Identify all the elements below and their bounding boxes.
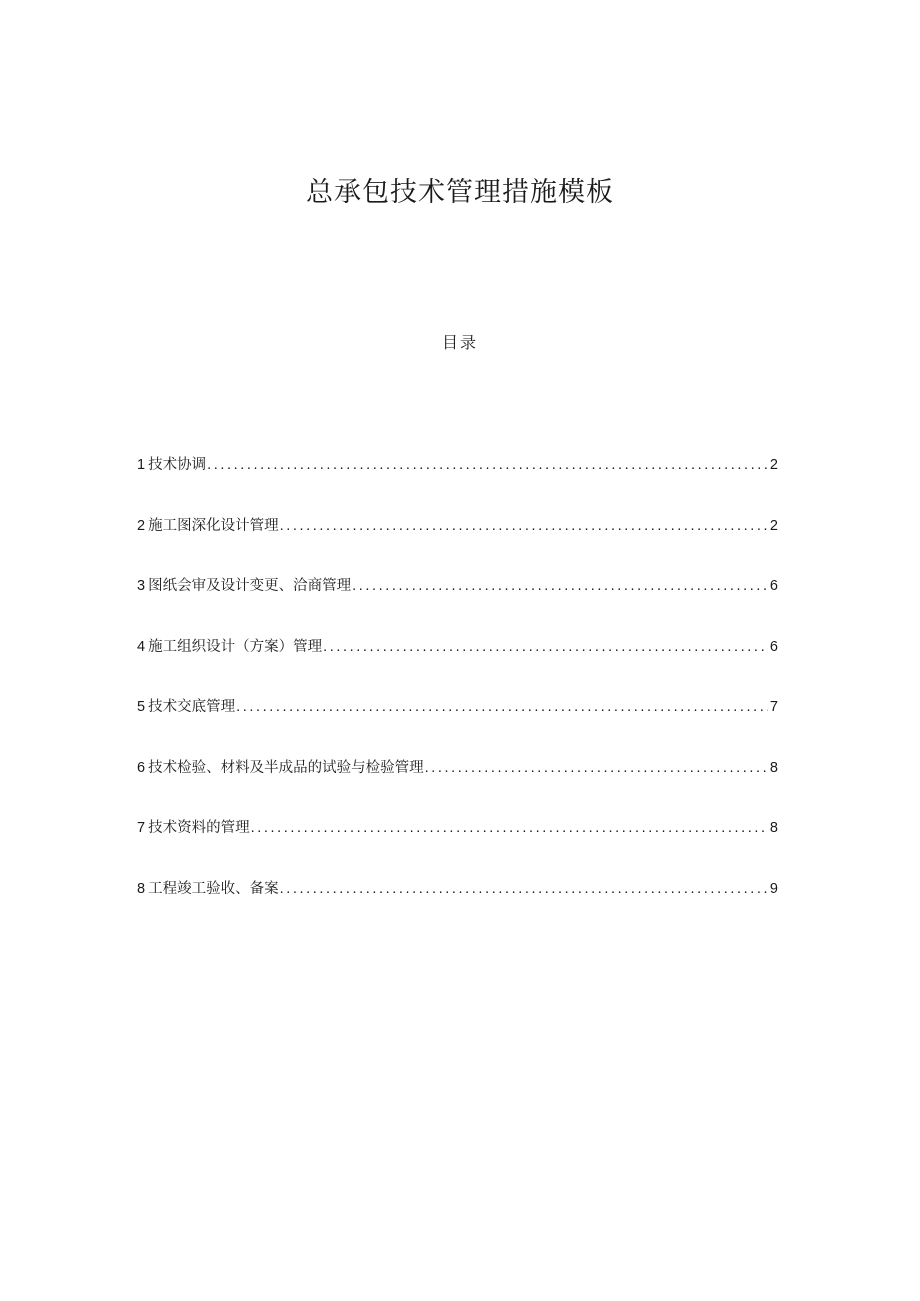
toc-heading: 目录: [441, 333, 478, 352]
toc-entry[interactable]: [137, 574, 778, 635]
toc-entry-number: 1: [137, 457, 146, 473]
toc-entry-number: 6: [137, 759, 146, 776]
toc-entry-number: 5: [137, 699, 146, 715]
toc-entry-number: 3: [137, 578, 146, 594]
table-of-contents: [137, 453, 778, 937]
toc-entry[interactable]: [137, 877, 778, 938]
toc-entry[interactable]: [137, 514, 778, 575]
toc-entry-page: 6: [769, 638, 778, 655]
toc-entry-page: 7: [769, 699, 778, 715]
toc-entry-page: 2: [769, 457, 778, 473]
toc-entry-number: 4: [137, 638, 146, 655]
toc-entry-title: 工程竣工验收、备案: [148, 880, 279, 897]
toc-dot-leader: [352, 578, 768, 594]
toc-dot-leader: [251, 820, 768, 836]
toc-entry-page: 8: [769, 820, 778, 836]
toc-entry[interactable]: [137, 635, 778, 696]
toc-entry-title: 技术交底管理: [148, 699, 236, 715]
toc-dot-leader: [207, 457, 768, 473]
toc-entry[interactable]: [137, 453, 778, 514]
toc-entry[interactable]: [137, 756, 778, 817]
toc-entry-page: 2: [769, 517, 778, 534]
toc-entry-title: 技术资料的管理: [148, 820, 250, 836]
toc-dot-leader: [425, 760, 768, 776]
toc-dot-leader: [236, 699, 768, 715]
toc-entry-title: 施工图深化设计管理: [148, 517, 279, 534]
toc-entry-number: 8: [137, 880, 146, 897]
toc-entry-title: 图纸会审及设计变更、洽商管理: [148, 578, 352, 594]
toc-entry-number: 2: [137, 517, 146, 534]
toc-entry-title: 技术协调: [148, 457, 207, 473]
toc-entry-title: 施工组织设计（方案）管理: [148, 638, 323, 655]
toc-dot-leader: [280, 881, 768, 897]
document-title: 总承包技术管理措施模板: [306, 177, 614, 208]
toc-entry[interactable]: [137, 695, 778, 756]
toc-dot-leader: [323, 639, 768, 655]
toc-entry-page: 9: [769, 880, 778, 897]
toc-dot-leader: [280, 518, 768, 534]
toc-entry[interactable]: [137, 816, 778, 877]
toc-entry-page: 8: [769, 759, 778, 776]
toc-entry-page: 6: [769, 578, 778, 594]
toc-entry-title: 技术检验、材料及半成品的试验与检验管理: [148, 759, 424, 776]
toc-entry-number: 7: [137, 820, 146, 836]
